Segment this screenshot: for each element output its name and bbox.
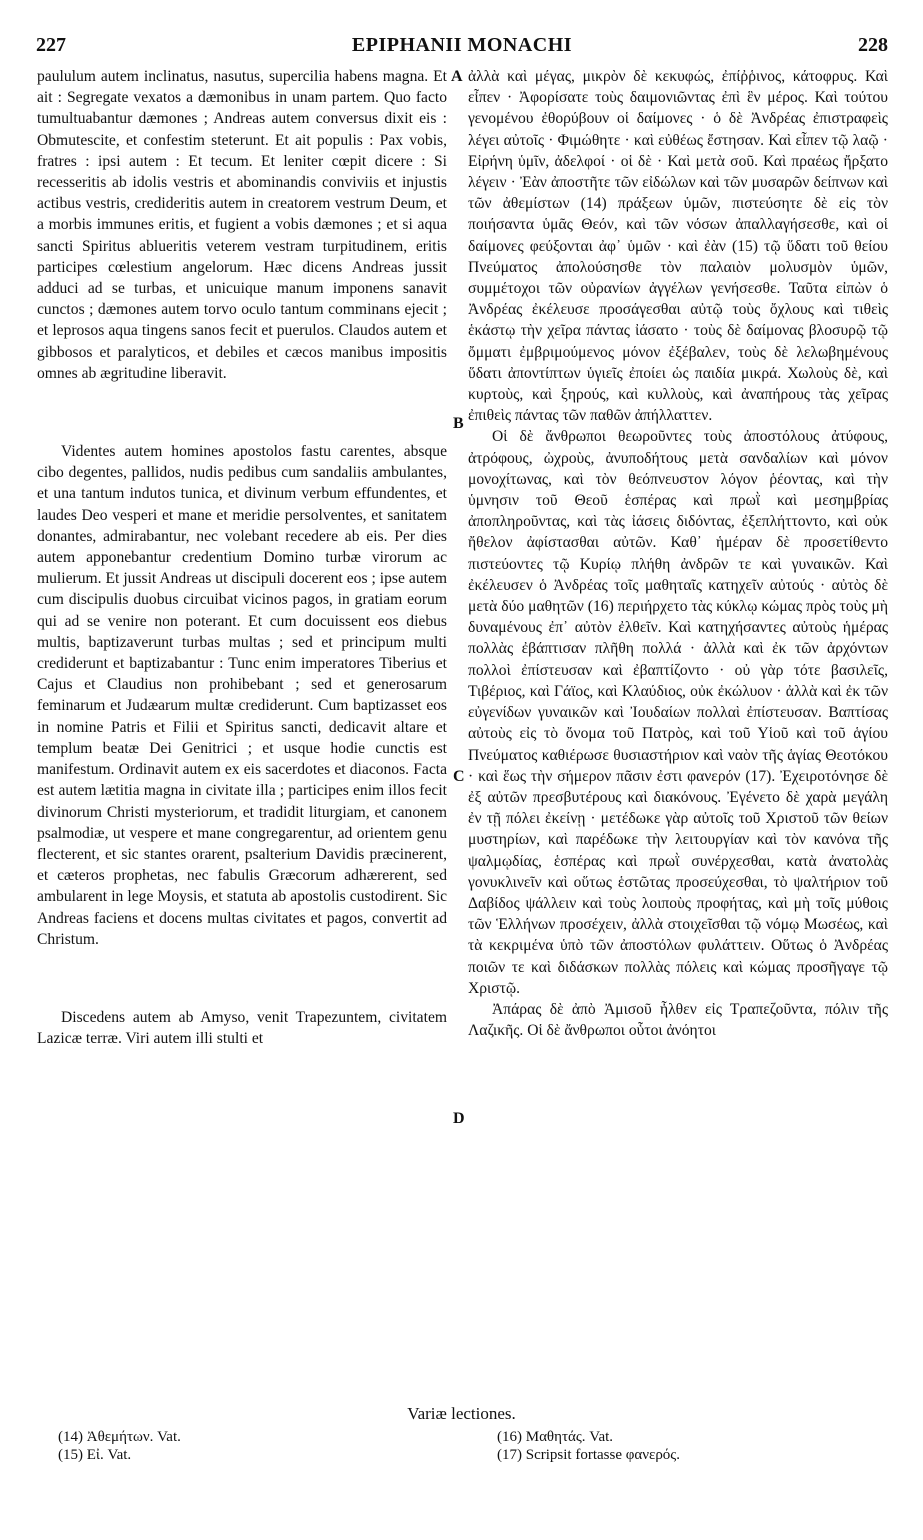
footnote-16: (16) Μαθητάς. Vat. <box>497 1429 614 1445</box>
page-number-right: 228 <box>858 34 888 56</box>
footnotes-heading: Variæ lectiones. <box>407 1404 516 1423</box>
running-header <box>36 34 888 60</box>
latin-paragraph-1: paululum autem inclinatus, nasutus, supercilia habens magna. Et ait : Segregate vexatos a dæmonibus in unam partem. Quo facto tumultuabantur dæmones ; Andreas autem conversus dixit eis : Obmutescite, et confestim steterunt. Et ait populis : Pax vobis, fratres : ipsi autem : Et tecum. Et leniter cœpit dicere : Si recesseritis ab idolis vestris et abominandis conviviis et injustis actibus vestris, credideritis autem in creatorem vestrum Deum, et a morbis immunes eritis, et fugient a vobis dæmones ; et si aqua sancti Spiritus ablueritis veterem vestram turpitudinem, eritis participes cœlestium angelorum. Hæc dicens Andreas jussit adduci ad se turbas, et unicuique manum imponens sanavit cunctos ; dæmones autem torvo oculo tantum comminans ejecit ; et leprosos aqua tingens sanos fecit et puerulos. Claudos autem et gibbosos et paralyticos, et debiles et cæcos manibus impositis omnes ab ægritudine liberavit. <box>37 68 447 382</box>
greek-paragraph-2: Οἱ δὲ ἄνθρωποι θεωροῦντες τοὺς ἀποστόλους ἀτύφους, ἀτρόφους, ὠχροὺς, ἀνυποδήτους μετὰ σανδαλίων καὶ μόνον μονοχίτωνας, καὶ τὸν θεόπνευστον λόγον ῥέοντας, καὶ τὴν ὑμνησιν τοῦ Θεοῦ ἑσπέρας καὶ πρωῒ καὶ μεσημβρίας ἀποπληροῦντας, καὶ τὰς ἰάσεις διδόντας, ἐξεπλήττοντο, καὶ οὐκ ἤθελον ἀφίστασθαι αὐτῶν. Καθ᾽ ἡμέραν δὲ προσετίθεντο πιστεύοντες τῷ Κυρίῳ πλήθη ἀνδρῶν τε καὶ γυναικῶν. Καὶ ἐκέλευσεν ὁ Ἀνδρέας τοῖς μαθηταῖς κατηχεῖν αὐτούς · αὐτὸς δὲ μετὰ δύο μαθητῶν (16) περιήρχετο τὰς κύκλῳ κώμας πρὸς τοὺς μὴ δυναμένους ἐπ᾽ αὐτὸν ἐλθεῖν. Καὶ κατηχήσαντες αὐτοὺς ἡμέρας πολλὰς ἐβάπτισαν πλῆθη πολλά · ἀλλὰ καὶ ἐκ τῶν ἀρχόντων πολλοὶ ἐπίστευσαν καὶ ἐβαπτίζοντο · οὐ γὰρ τότε βασιλεῖς, Τιβέριος, καὶ Γάϊος, καὶ Κλαύδιος, οὐκ ἐκώλυον · ἀλλὰ καὶ ἐκ τῶν εὐγενίδων γυναικῶν καὶ Ἰουδαίων πολλαὶ ἐπίστευσαν. Βαπτίσας αὐτοὺς εἰς τὸ ὄνομα τοῦ Πατρὸς, καὶ τοῦ Υἱοῦ καὶ τοῦ ἁγίου Πνεύματος καθιέρωσε θυσιαστήριον καὶ ναὸν τῆς ἁγίας Θεοτόκου · καὶ ἕως τὴν σήμερον πᾶσιν ἐστι φανερόν (17). Ἐχειροτόνησε δὲ ἐξ αὐτῶν πρεσβυτέρους καὶ διακόνους. Ἐγένετο δὲ χαρὰ μεγάλη ἐν τῇ πόλει ἐκείνῃ · μετέδωκε γὰρ αὐτοῖς τοῦ Χριστοῦ τῶν θείων μυστηρίων, καὶ παρέδωκε τὴν λειτουργίαν καὶ τὸν κανόνα τῆς ψαλμῳδίας, ἑσπέρας καὶ πρωῒ συνέρχεσθαι, κατὰ ἀνατολὰς γονυκλινεῖν καὶ οὕτως ἑστῶτας προσεύχεσθαι, τὸ ψαλτήριον τοῦ Δαβίδος ψάλλειν καὶ τοὺς λοιποὺς προφήτας, καὶ μὴ τοῖς μύθοις τῶν Ἑλλήνων προσέχειν, ἀλλὰ στοιχεῖσθαι τῷ νόμῳ Μωσέως, καὶ τὰ κεκριμένα ὑπὸ τῶν ἀποστόλων φυλάττειν. Οὕτως ὁ Ἀνδρέας ποιῶν τε καὶ διδάσκων πολλὰς πόλεις καὶ κώμας προσῆγαγε τῷ Χριστῷ. <box>468 428 888 997</box>
section-marker-d: D <box>453 1110 465 1127</box>
greek-paragraph-3: Ἀπάρας δὲ ἀπὸ Ἀμισοῦ ἦλθεν εἰς Τραπεζοῦντα, πόλιν τῆς Λαζικῆς. Οἱ δὲ ἄνθρωποι οὗτοι ἀνόητοι <box>468 1000 888 1040</box>
footnotes-right <box>497 1428 877 1464</box>
page-number-left: 227 <box>36 34 66 56</box>
footnote-15: (15) Εἰ. Vat. <box>58 1447 132 1463</box>
section-marker-c: C <box>453 768 465 785</box>
section-marker-a: A <box>451 68 463 85</box>
latin-column <box>37 66 447 1049</box>
greek-column <box>468 66 888 1041</box>
footnote-17: (17) Scripsit fortasse φανερός. <box>497 1447 680 1463</box>
running-title: EPIPHANII MONACHI <box>351 34 573 56</box>
latin-paragraph-2: Videntes autem homines apostolos fastu carentes, absque cibo degentes, pallidos, nudis pedibus cum sandaliis ambulantes, et una tantum indutos tunica, et divinum verbum effundentes, et laudes Deo vesperi et mane et meridie persolventes, et sanitatem donantes, admirabantur, nec volebant recedere ab eis. Per dies autem apponebantur credentium Domino turbæ virorum ac mulierum. Et jussit Andreas ut discipuli docerent eos ; ipse autem cum discipulis duobus circuibat vicinos pagos, in gratiam eorum qui ad se venire non poterant. Et cum docuissent eos diebus multis, baptizaverunt turbas multas ; sed et principum multi crediderunt et baptizabantur : Tunc enim imperatores Tiberius et Cajus et Claudius non prohibebant ; sed et generosarum feminarum et Judæarum multæ crediderunt. Cum baptizasset eos in nomine Patris et Filii et Spiritus sancti, dedicavit altare et templum beatæ Dei Genitrici ; et usque hodie cunctis est manifestum. Ordinavit autem ex eis sacerdotes et diaconos. Facta est autem lætitia magna in civitate illa ; participes enim illos fecit divinorum Christi mysteriorum, et tradidit liturgiam, et canonem psalmodiæ, ut vespere et mane congregarentur, ad orientem genu flecterent, et sic stantes orarent, psalterium Davidis præcinerent, et cæteros prophetas, nec fabulis Græcorum adhærerent, sed ambularent in lege Moysis, et statuta ab apostolis custodirent. Sic Andreas faciens et docens multas civitates et pagos, convertit ad Christum. <box>37 443 447 948</box>
section-marker-b: B <box>453 415 464 432</box>
footnote-14: (14) Ἀθεμήτων. Vat. <box>58 1429 181 1445</box>
latin-paragraph-3: Discedens autem ab Amyso, venit Trapezuntem, civitatem Lazicæ terræ. Viri autem illi stulti et <box>37 1008 447 1048</box>
footnotes-left <box>58 1428 438 1464</box>
greek-paragraph-1: ἀλλὰ καὶ μέγας, μικρὸν δὲ κεκυφώς, ἐπίῤῥινος, κάτοφρυς. Καὶ εἶπεν · Ἀφορίσατε τοὺς δαιμονιῶντας ἐπὶ ἓν μέρος. Καὶ τούτου γενομένου ἐθορύβουν οἱ δαίμονες · ὁ δὲ Ἀνδρέας ἐπιστραφεὶς λέγει αὐτοῖς · Φιμώθητε · καὶ εὐθέως ἔστησαν. Καὶ εἶπεν τῷ λαῷ · Εἰρήνη ὑμῖν, ἀδελφοί · οἱ δὲ · Καὶ μετὰ σοῦ. Καὶ πραέως ἤρξατο λέγειν · Ἐὰν ἀποστῆτε τῶν εἰδώλων καὶ τῶν μυσαρῶν δείπνων καὶ τῶν ἀθεμίστων (14) πράξεων ὑμῶν, πιστεύσητε δὲ εἰς τὸν ποιήσαντα ὑμᾶς Θεόν, καὶ τῶν νόσων ἀπαλλαγήσεσθε, καὶ οἱ δαίμονες φεύξονται ἀφ᾽ ὑμῶν · καὶ ἐὰν (15) τῷ ὕδατι τοῦ θείου Πνεύματος ἀπολούσησθε τὸν παλαιὸν μολυσμὸν ὑμῶν, συμμέτοχοι τῶν οὐρανίων ἀγγέλων γενήσεσθε. Ταῦτα εἰπὼν ὁ Ἀνδρέας ἐκέλευσε προσάγεσθαι αὐτῷ τοὺς ὄχλους καὶ τιθεὶς ἑκάστῳ τὴν χεῖρα πάντας ἰάσατο · τοὺς δὲ δαίμονας βλοσυρῷ τῷ ὄμματι ἐμβριμούμενος μόνον ἐξέβαλεν, τοὺς δὲ λελωβημένους ὕδατι ἀποντίπτων ὑγιεῖς ἐποίει ὡς παιδία μικρά. Χωλοὺς δὲ, καὶ κυρτοὺς, καὶ ξηρούς, καὶ κυλλοὺς, καὶ ἀναπήρους τὰς χεῖρας ἐπιθεὶς πάντας τῶν παθῶν ἀπήλλαττεν. <box>468 68 888 425</box>
